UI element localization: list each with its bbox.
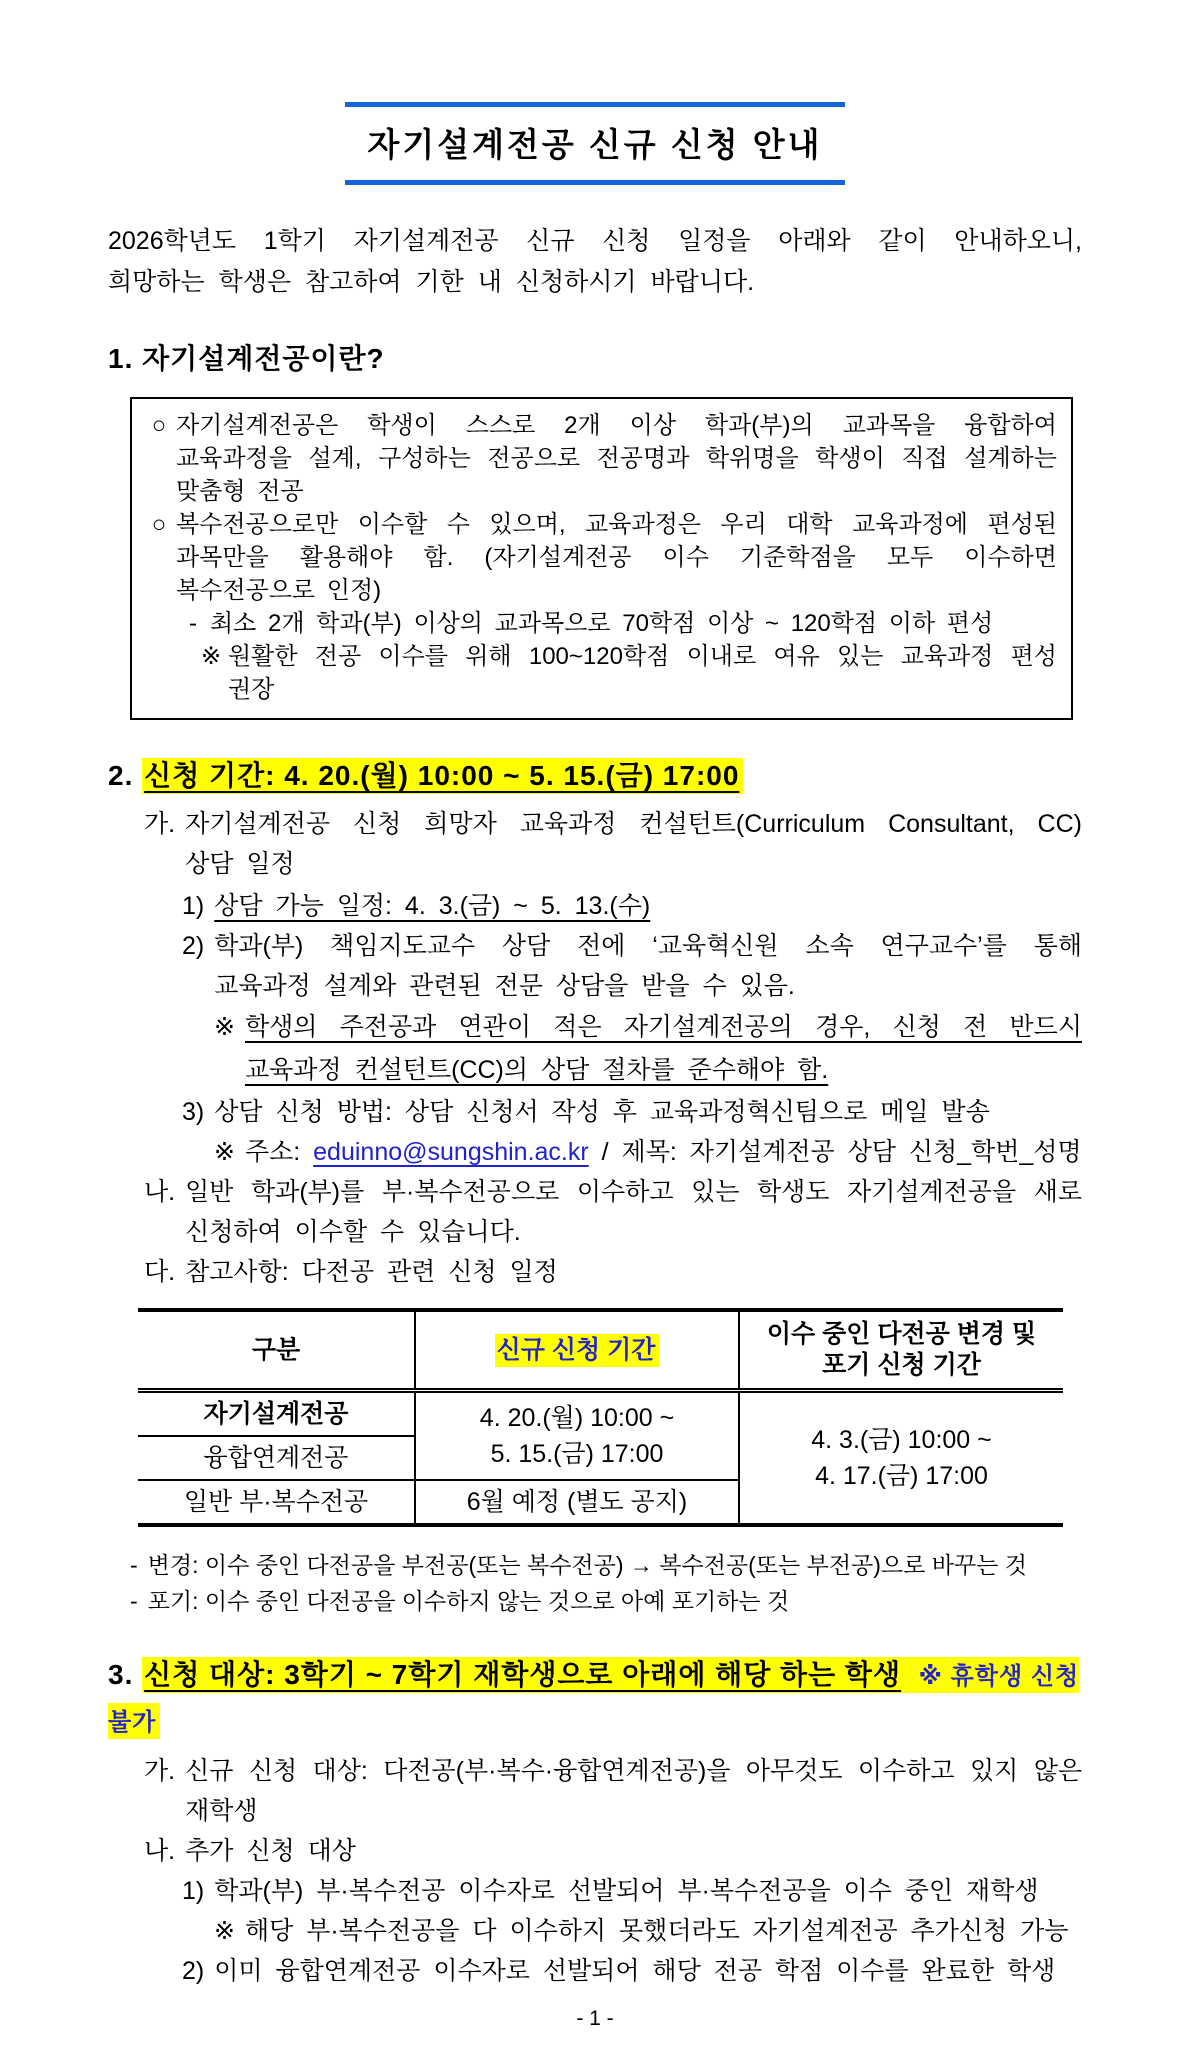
- reference-mark-icon: ※: [214, 1138, 235, 1166]
- s2-na-label: 나.: [144, 1178, 176, 1206]
- new-period-highlight: 신규 신청 기간: [495, 1334, 660, 1367]
- s2-item-na: [144, 1172, 1082, 1252]
- note-giveup: [130, 1583, 1082, 1619]
- reference-mark-icon: ※: [214, 1013, 235, 1041]
- row-general-minor-double: 일반 부·복수전공: [138, 1480, 415, 1525]
- document-page: [0, 102, 1190, 2051]
- s2-item-3: [182, 1092, 1082, 1132]
- s3-na-text: 추가 신청 대상: [185, 1837, 356, 1865]
- col-header-new-period: [415, 1310, 739, 1391]
- new-period-line1: 4. 20.(월) 10:00 ~: [479, 1404, 675, 1432]
- col-header-category: 구분: [138, 1310, 415, 1391]
- s3-item-2: [182, 1951, 1082, 1991]
- reference-mark-icon: ※: [214, 1917, 235, 1945]
- s2-email-prefix: 주소:: [244, 1138, 314, 1166]
- page-number: - 1 -: [576, 2007, 614, 2030]
- cell-new-period-merged: [415, 1391, 739, 1481]
- box-bullet-2-text: 복수전공으로만 이수할 수 있으며, 교육과정은 우리 대학 교육과정에 편성된 과목만을 활용해야 함. (자기설계전공 이수 기준학점을 모두 이수하면 복수전공으로 인정): [176, 511, 1057, 604]
- s3-na-label: 나.: [144, 1837, 176, 1865]
- row-self-designed-major: 자기설계전공: [138, 1391, 415, 1437]
- s3-item-1: [182, 1871, 1082, 1911]
- s2-item-1-label: 1): [182, 892, 205, 920]
- circle-bullet-icon: ○: [151, 412, 167, 439]
- s2-item-3-note: [214, 1132, 1082, 1172]
- reference-mark-icon: ※: [200, 643, 222, 670]
- table-notes: [108, 1547, 1082, 1619]
- section3-leave-note: ※ 휴학생 신청 불가: [108, 1663, 1080, 1736]
- s3-item-1-label: 1): [182, 1877, 205, 1905]
- s3-item-ga: [144, 1751, 1082, 1831]
- s2-item-da: [144, 1252, 1082, 1292]
- change-period-line1: 4. 3.(금) 10:00 ~: [811, 1426, 992, 1454]
- s3-ga-text: 신규 신청 대상: 다전공(부·복수·융합연계전공)을 아무것도 이수하고 있지 않은 재학생: [185, 1757, 1082, 1825]
- s2-item-2-label: 2): [182, 932, 205, 960]
- intro-paragraph: 2026학년도 1학기 자기설계전공 신규 신청 일정을 아래와 같이 안내하오니, 희망하는 학생은 참고하여 기한 내 신청하시기 바랍니다.: [108, 227, 1082, 296]
- table-header-row: [138, 1310, 1063, 1391]
- title-block: [345, 102, 845, 185]
- s2-ga-text: 자기설계전공 신청 희망자 교육과정 컨설턴트(Curriculum Consultant, CC) 상담 일정: [185, 810, 1082, 878]
- s3-item-1-note-text: 해당 부·복수전공을 다 이수하지 못했더라도 자기설계전공 추가신청 가능: [244, 1917, 1069, 1945]
- note-change: [130, 1547, 1082, 1583]
- new-period-line2: 5. 15.(금) 17:00: [490, 1440, 664, 1468]
- section3-heading-text: 신청 대상: 3학기 ~ 7학기 재학생으로 아래에 해당 하는 학생: [144, 1659, 902, 1690]
- s3-item-1-text: 학과(부) 부·복수전공 이수자로 선발되어 부·복수전공을 이수 중인 재학생: [214, 1877, 1039, 1905]
- box-dash-line: [176, 607, 1057, 640]
- box-dash-text: 최소 2개 학과(부) 이상의 교과목으로 70학점 이상 ~ 120학점 이하 편성: [210, 610, 994, 637]
- s2-item-3-label: 3): [182, 1098, 205, 1126]
- schedule-table: [138, 1308, 1063, 1527]
- box-bullet-2: [142, 508, 1057, 607]
- cell-change-period-merged: [739, 1391, 1063, 1526]
- s2-item-2: [182, 926, 1082, 1006]
- row-convergence-major: 융합연계전공: [138, 1436, 415, 1480]
- dash-icon: -: [130, 1588, 138, 1614]
- dash-icon: -: [189, 610, 197, 637]
- cell-june-period: 6월 예정 (별도 공지): [415, 1480, 739, 1525]
- s2-item-2-text: 학과(부) 책임지도교수 상담 전에 ‘교육혁신원 소속 연구교수’를 통해 교육과정 설계와 관련된 전문 상담을 받을 수 있음.: [214, 932, 1082, 1000]
- s2-na-text: 일반 학과(부)를 부·복수전공으로 이수하고 있는 학생도 자기설계전공을 새로 신청하여 이수할 수 있습니다.: [185, 1178, 1082, 1246]
- s2-da-text: 참고사항: 다전공 관련 신청 일정: [185, 1258, 558, 1286]
- s3-item-1-note: [214, 1911, 1082, 1951]
- note-change-text: 변경: 이수 중인 다전공을 부전공(또는 복수전공) → 복수전공(또는 부전공)으로 바꾸는 것: [147, 1552, 1028, 1578]
- note-giveup-text: 포기: 이수 중인 다전공을 이수하지 않는 것으로 아예 포기하는 것: [147, 1588, 790, 1614]
- section1-heading: 1. 자기설계전공이란?: [108, 343, 385, 374]
- box-ref-line: [194, 640, 1057, 706]
- s2-ga-label: 가.: [144, 810, 176, 838]
- change-period-line2: 4. 17.(금) 17:00: [815, 1462, 988, 1490]
- s3-item-2-label: 2): [182, 1957, 205, 1985]
- section3-number: 3.: [108, 1659, 134, 1690]
- dash-icon: -: [130, 1552, 138, 1578]
- s3-item-na: [144, 1831, 1082, 1871]
- email-link[interactable]: eduinno@sungshin.ac.kr: [313, 1138, 589, 1166]
- s3-item-2-text: 이미 융합연계전공 이수자로 선발되어 해당 전공 학점 이수를 완료한 학생: [214, 1957, 1056, 1985]
- section2-heading: [108, 754, 1082, 798]
- page-title: 자기설계전공 신규 신청 안내: [367, 126, 823, 163]
- s2-email-suffix: / 제목: 자기설계전공 상담 신청_학번_성명: [588, 1138, 1082, 1166]
- table-row: [138, 1391, 1063, 1437]
- box-ref-text: 원활한 전공 이수를 위해 100~120학점 이내로 여유 있는 교육과정 편성 권장: [228, 643, 1057, 703]
- box-bullet-1-text: 자기설계전공은 학생이 스스로 2개 이상 학과(부)의 교과목을 융합하여 교육과정을 설계, 구성하는 전공으로 전공명과 학위명을 학생이 직접 설계하는 맞춤형 전공: [176, 412, 1057, 505]
- circle-bullet-icon: ○: [151, 511, 167, 538]
- s2-item-1-text: 상담 가능 일정: 4. 3.(금) ~ 5. 13.(수): [214, 892, 651, 920]
- s3-ga-label: 가.: [144, 1757, 176, 1785]
- section2-heading-highlight: 신청 기간: 4. 20.(월) 10:00 ~ 5. 15.(금) 17:00: [142, 758, 743, 794]
- title-bottom-rule: [345, 180, 845, 185]
- s2-item-2-note: [214, 1006, 1082, 1092]
- section3-heading: [108, 1653, 1082, 1745]
- s2-da-label: 다.: [144, 1258, 176, 1286]
- box-bullet-1: [142, 409, 1057, 508]
- section3-heading-highlight: [108, 1657, 1079, 1739]
- s2-item-2-note-text: 학생의 주전공과 연관이 적은 자기설계전공의 경우, 신청 전 반드시 교육과정 컨설턴트(CC)의 상담 절차를 준수해야 함.: [244, 1013, 1082, 1084]
- s2-item-1: [182, 886, 1082, 926]
- col-header-change-period: 이수 중인 다전공 변경 및 포기 신청 기간: [739, 1310, 1063, 1391]
- s2-item-ga: [144, 804, 1082, 884]
- s2-item-3-text: 상담 신청 방법: 상담 신청서 작성 후 교육과정혁신팀으로 메일 발송: [214, 1098, 990, 1126]
- section2-number: 2.: [108, 760, 134, 791]
- definition-box: [130, 397, 1073, 720]
